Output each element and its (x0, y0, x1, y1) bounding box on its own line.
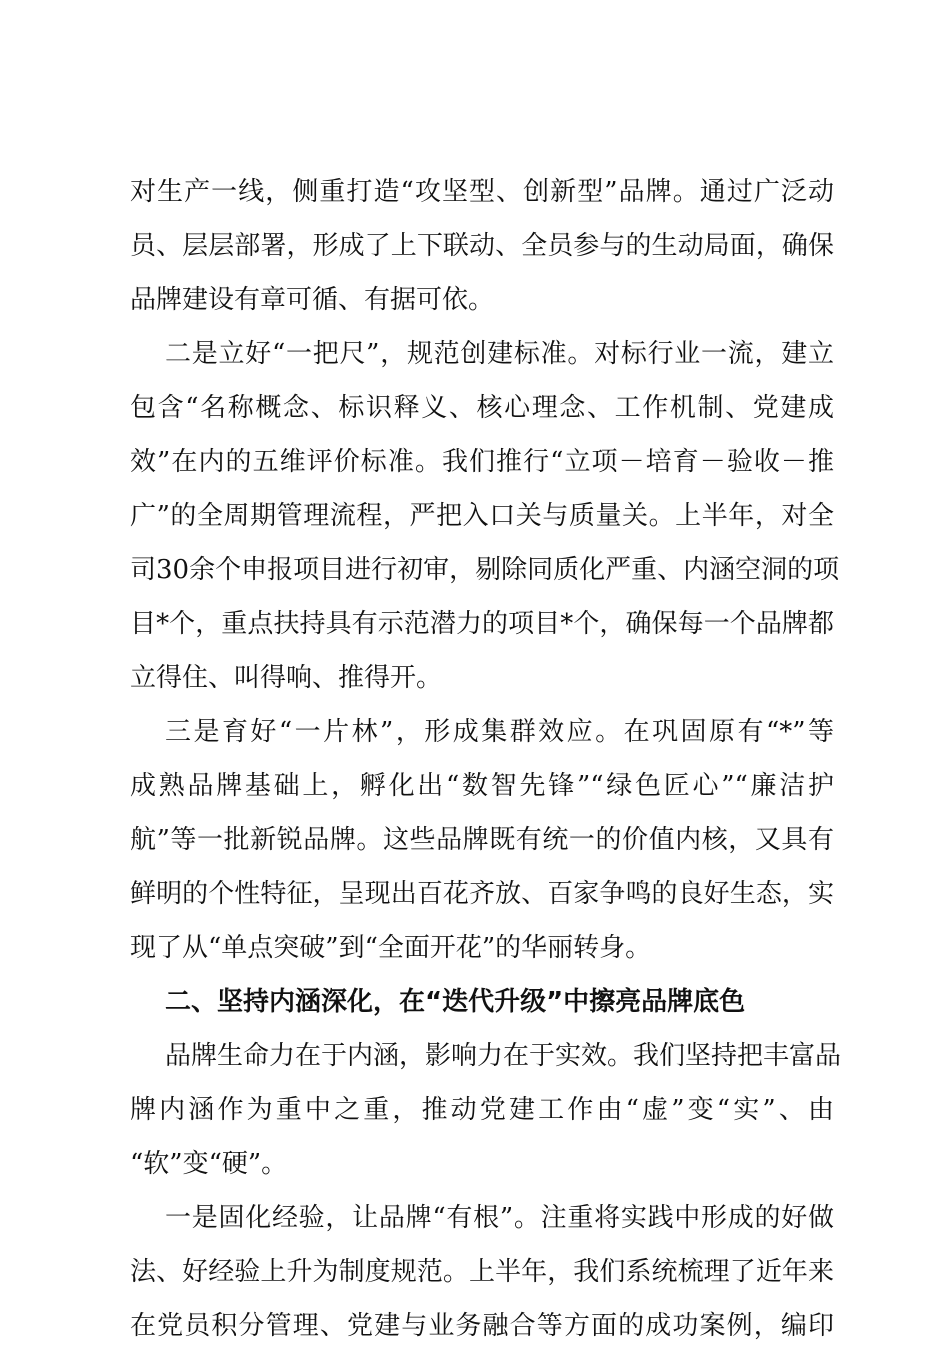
text-line: 航”等一批新锐品牌。这些品牌既有统一的价值内核，又具有 (130, 825, 834, 855)
text-line: 现了从“单点突破”到“全面开花”的华丽转身。 (130, 933, 652, 963)
text-line: 三是育好“一片林”，形成集群效应。在巩固原有“*”等 (165, 717, 834, 747)
text-line: 二是立好“一把尺”，规范创建标准。对标行业一流，建立 (165, 339, 834, 369)
text-line: 品牌建设有章可循、有据可依。 (130, 285, 495, 315)
text-line: 广”的全周期管理流程，严把入口关与质量关。上半年，对全 (130, 501, 834, 531)
section-heading: 二、坚持内涵深化，在“迭代升级”中擦亮品牌底色 (165, 987, 746, 1017)
text-line: 一是固化经验，让品牌“有根”。注重将实践中形成的好做 (165, 1203, 834, 1233)
text-line: “软”变“硬”。 (130, 1149, 288, 1179)
text-line: 鲜明的个性特征，呈现出百花齐放、百家争鸣的良好生态，实 (130, 879, 834, 909)
text-line: 成熟品牌基础上，孵化出“数智先锋”“绿色匠心”“廉洁护 (130, 771, 834, 801)
text-line: 对生产一线，侧重打造“攻坚型、创新型”品牌。通过广泛动 (130, 177, 834, 207)
text-line: 目*个，重点扶持具有示范潜力的项目*个，确保每一个品牌都 (130, 609, 834, 639)
text-line: 员、层层部署，形成了上下联动、全员参与的生动局面，确保 (130, 231, 834, 261)
text-line: 包含“名称概念、标识释义、核心理念、工作机制、党建成 (130, 393, 834, 423)
document-body (130, 165, 842, 1353)
text-line: 品牌生命力在于内涵，影响力在于实效。我们坚持把丰富品 (165, 1041, 842, 1071)
text-line: 在党员积分管理、党建与业务融合等方面的成功案例，编印 (130, 1311, 834, 1341)
text-line: 司30余个申报项目进行初审，剔除同质化严重、内涵空洞的项 (130, 555, 840, 585)
text-line: 效”在内的五维评价标准。我们推行“立项－培育－验收－推 (130, 447, 834, 477)
text-line: 法、好经验上升为制度规范。上半年，我们系统梳理了近年来 (130, 1257, 834, 1287)
text-line: 立得住、叫得响、推得开。 (130, 663, 443, 693)
text-line: 牌内涵作为重中之重，推动党建工作由“虚”变“实”、由 (130, 1095, 834, 1125)
